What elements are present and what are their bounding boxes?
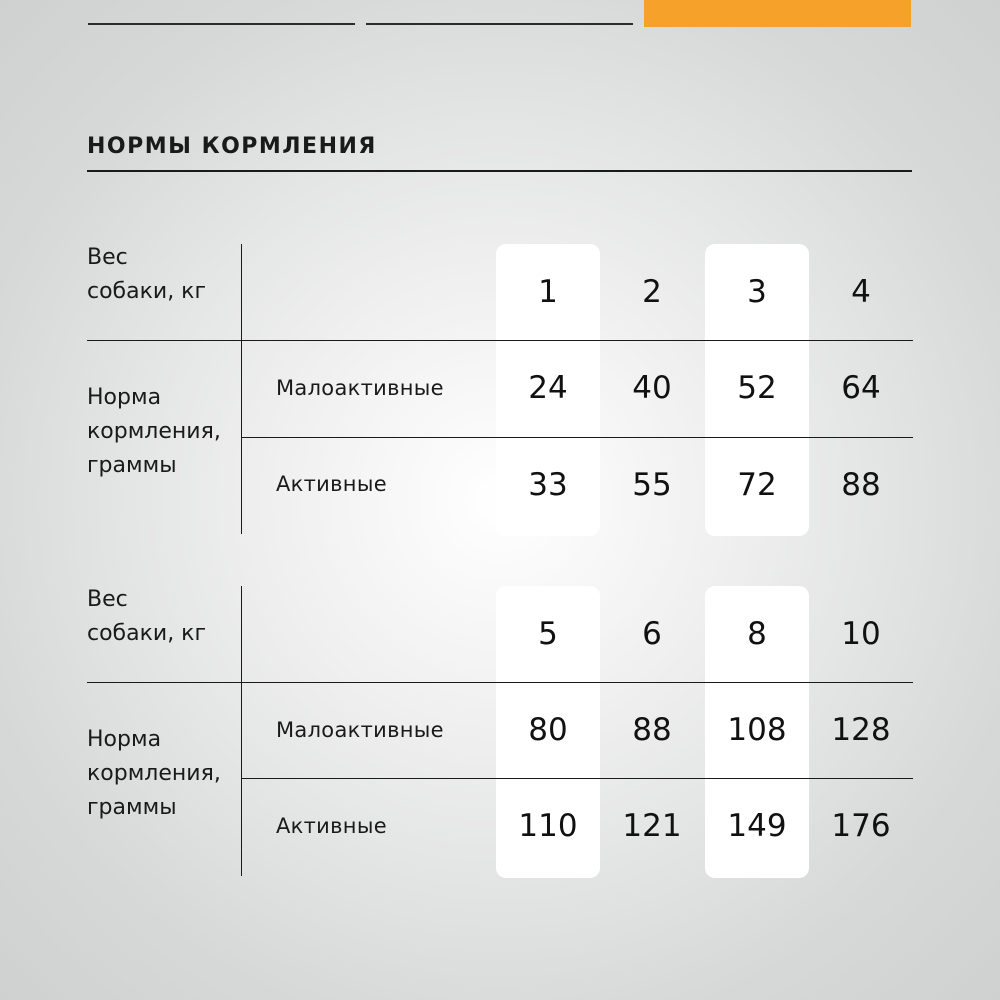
row-divider xyxy=(241,437,913,438)
active-cell: 88 xyxy=(841,467,881,503)
active-cell: 121 xyxy=(622,808,682,844)
weight-cell: 8 xyxy=(747,616,767,652)
row-divider xyxy=(87,682,913,683)
weight-cell: 10 xyxy=(841,616,881,652)
low-active-cell: 80 xyxy=(528,712,568,748)
weight-cell: 4 xyxy=(851,274,871,310)
low-active-cell: 24 xyxy=(528,370,568,406)
active-cell: 55 xyxy=(632,467,672,503)
active-label: Активные xyxy=(276,814,387,838)
row-divider xyxy=(241,778,913,779)
active-label: Активные xyxy=(276,472,387,496)
low-active-cell: 52 xyxy=(737,370,777,406)
feeding-table-1 xyxy=(0,244,1000,539)
low-active-cell: 40 xyxy=(632,370,672,406)
low-active-label: Малоактивные xyxy=(276,718,444,742)
active-cell: 33 xyxy=(528,467,568,503)
norm-label: Норма кормления, граммы xyxy=(87,385,221,478)
active-cell: 72 xyxy=(737,467,777,503)
weight-label: Вес собаки, кг xyxy=(87,587,207,646)
active-cell: 149 xyxy=(727,808,787,844)
tab-underline-1 xyxy=(88,23,355,25)
low-active-label: Малоактивные xyxy=(276,376,444,400)
title-divider xyxy=(87,170,912,172)
label-divider xyxy=(241,244,242,534)
active-cell: 110 xyxy=(518,808,578,844)
low-active-cell: 64 xyxy=(841,370,881,406)
weight-cell: 1 xyxy=(538,274,558,310)
weight-cell: 5 xyxy=(538,616,558,652)
weight-cell: 2 xyxy=(642,274,662,310)
row-divider xyxy=(87,340,913,341)
weight-cell: 6 xyxy=(642,616,662,652)
weight-cell: 3 xyxy=(747,274,767,310)
norm-label: Норма кормления, граммы xyxy=(87,727,221,820)
active-tab-accent xyxy=(644,0,911,27)
feeding-table-2 xyxy=(0,586,1000,881)
label-divider xyxy=(241,586,242,876)
page-title: НОРМЫ КОРМЛЕНИЯ xyxy=(87,134,377,159)
low-active-cell: 108 xyxy=(727,712,787,748)
active-cell: 176 xyxy=(831,808,891,844)
tab-underline-2 xyxy=(366,23,633,25)
weight-label: Вес собаки, кг xyxy=(87,245,207,304)
low-active-cell: 88 xyxy=(632,712,672,748)
low-active-cell: 128 xyxy=(831,712,891,748)
